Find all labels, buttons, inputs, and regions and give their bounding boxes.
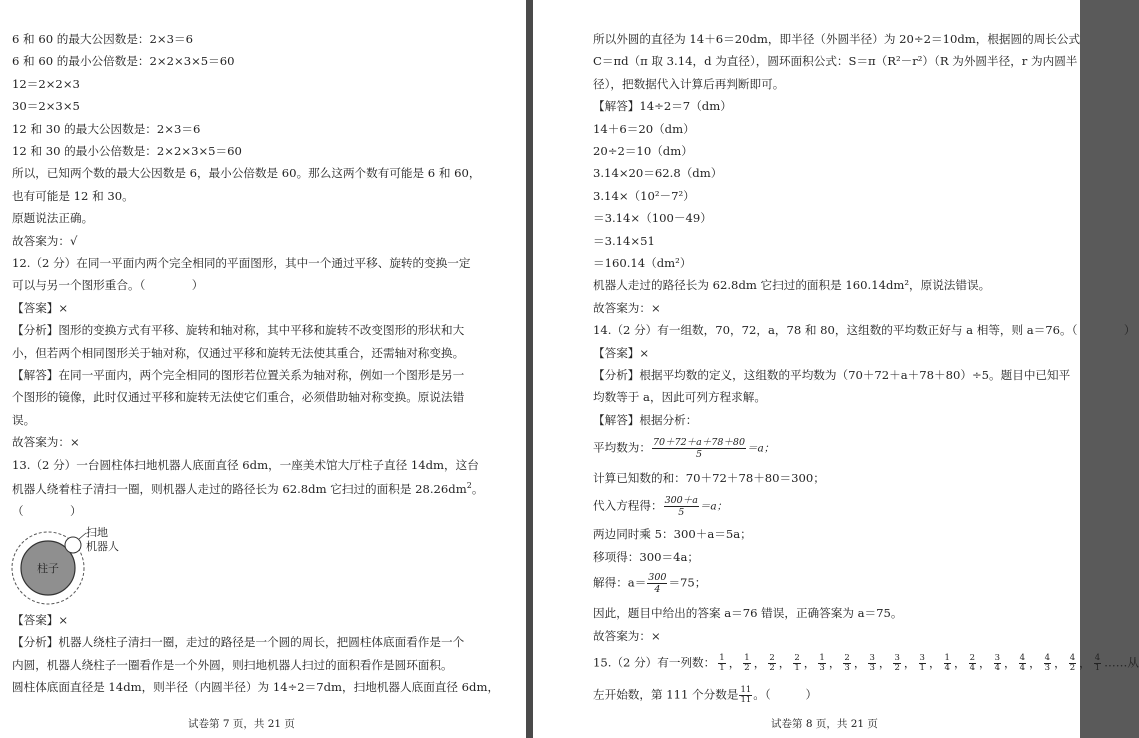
sequence-fraction: $\frac{4}{2}$ xyxy=(1069,653,1076,673)
right-text-line: 故答案为：× xyxy=(593,300,661,315)
left-text-line: 6 和 60 的最小公倍数是：2×2×3×5＝60 xyxy=(12,54,235,69)
sequence-fraction: $\frac{4}{3}$ xyxy=(1044,653,1051,673)
conclusion-line: 因此，题目中给出的答案 a＝76 错误，正确答案为 a＝75。 xyxy=(593,606,903,620)
sequence-fraction: $\frac{2}{4}$ xyxy=(969,653,975,673)
left-text-line: 可以与另一个图形重合。（ ） xyxy=(12,278,204,293)
sequence-fraction: $\frac{3}{3}$ xyxy=(869,653,875,673)
left-text-line: 30＝2×3×5 xyxy=(12,99,80,114)
sequence-fraction: $\frac{2}{2}$ xyxy=(769,653,775,673)
right-text-line: 【解答】根据分析： xyxy=(593,412,698,427)
sequence-fraction: $\frac{4}{1}$ xyxy=(1094,653,1101,673)
sequence-separator: ， xyxy=(1079,655,1091,670)
right-page xyxy=(533,0,1139,738)
right-text-line: 机器人走过的路径长为 62.8dm 它扫过的面积是 160.14dm²，原说法错误。 xyxy=(593,278,991,293)
robot-circle xyxy=(65,537,81,553)
left-text-line: 6 和 60 的最大公因数是：2×3＝6 xyxy=(12,32,193,46)
left-text-line: 故答案为：× xyxy=(12,435,80,450)
left-text-line: 原题说法正确。 xyxy=(12,211,94,226)
left-text-line: 13.（2 分）一台圆柱体扫地机器人底面直径 6dm，一座美术馆大厅柱子直径 14dm，这台 xyxy=(12,457,479,472)
right-text-line: 14.（2 分）有一组数，70，72，a，78 和 80，这组数的平均数正好与 a 相等，则 a＝76。（ ） xyxy=(593,323,1136,338)
left-text-line: 个图形的镜像，此时仅通过平移和旋转无法使它们重合，必须借助轴对称变换。原说法错 xyxy=(12,390,465,405)
left-text-line: 【分析】图形的变换方式有平移、旋转和轴对称，其中平移和旋转不改变图形的形状和大 xyxy=(12,323,465,338)
solve-fraction: $\frac{300}{4}$ xyxy=(648,572,667,595)
sequence-fraction: $\frac{4}{4}$ xyxy=(1019,653,1026,673)
sequence-separator: ， xyxy=(928,655,941,670)
page-footer-right: 试卷第 8 页，共 21 页 xyxy=(771,718,878,730)
sequence-separator: ， xyxy=(1004,655,1016,670)
left-text-line: 【答案】× xyxy=(12,300,69,315)
sequence-separator: ， xyxy=(979,655,991,670)
sequence-separator: ， xyxy=(1054,655,1066,670)
sequence-fraction: $\frac{1}{4}$ xyxy=(944,653,950,673)
left-text-line: 【解答】在同一平面内，两个完全相同的图形若位置关系为轴对称，例如一个图形是另一 xyxy=(12,368,465,382)
right-text-line: 【分析】根据平均数的定义，这组数的平均数为（70＋72＋a＋78＋80）÷5。题目中已知平 xyxy=(593,368,1071,382)
left-text-line: 所以，已知两个数的最大公因数是 6，最小公倍数是 60。那么这两个数有可能是 6 和 60， xyxy=(12,166,481,181)
robot-label-1: 扫地 xyxy=(86,526,108,539)
substitution-line: 代入方程得： $\frac{300+a}{5}$ ＝a； xyxy=(593,495,728,518)
sequence-separator: ， xyxy=(953,655,966,670)
sequence-fraction: $\frac{1}{1}$ xyxy=(719,653,725,673)
average-formula: 平均数为： $\frac{70+72+a+78+80}{5}$ ＝a； xyxy=(593,437,775,460)
q15-line-2: 左开始数，第 111 个分数是 $\frac{11}{11}$ 。（ ） xyxy=(593,685,818,705)
solve-line: 解得：a＝ $\frac{300}{4}$ ＝75； xyxy=(593,572,707,595)
sequence-separator: ， xyxy=(778,655,791,670)
sequence-separator: ， xyxy=(853,655,866,670)
q13-answer-blank: （ ） xyxy=(12,504,82,518)
page-gap xyxy=(526,0,533,738)
right-text-line: 3.14×20＝62.8（dm） xyxy=(593,166,723,181)
left-text-line: 12 和 30 的最小公倍数是：2×2×3×5＝60 xyxy=(12,144,242,158)
sequence-separator: ， xyxy=(1029,655,1041,670)
left-text-after-line: 内圆，机器人绕柱子一圈看作是一个外圆，则扫地机器人扫过的面积看作是圆环面积。 xyxy=(12,657,453,672)
left-text-line: 小，但若两个相同图形关于轴对称，仅通过平移和旋转无法使其重合，还需轴对称变换。 xyxy=(12,345,465,360)
left-text-line: 12＝2×2×3 xyxy=(12,76,80,91)
left-text-line: 也有可能是 12 和 30。 xyxy=(12,188,134,203)
right-text-line: 所以外圆的直径为 14＋6＝20dm，即半径（外圆半径）为 20÷2＝10dm，根据圆的周长公式 xyxy=(593,32,1081,46)
page-footer-left: 试卷第 7 页，共 21 页 xyxy=(188,718,295,730)
sequence-separator: ， xyxy=(728,655,741,670)
substitution-fraction: $\frac{300+a}{5}$ xyxy=(664,495,698,518)
sequence-fraction: $\frac{2}{3}$ xyxy=(844,653,850,673)
right-text-line: ＝3.14×51 xyxy=(593,233,655,248)
right-text-line: ＝160.14（dm²） xyxy=(593,256,692,270)
right-text-line: 均数等于 a，因此可列方程求解。 xyxy=(593,390,766,405)
sequence-fraction: $\frac{1}{3}$ xyxy=(819,653,825,673)
sequence-separator: ， xyxy=(828,655,841,670)
left-text-after-line: 【分析】机器人绕柱子清扫一圈，走过的路径是一个圆的周长，把圆柱体底面看作是一个 xyxy=(12,635,465,650)
multiply-line: 两边同时乘 5：300＋a＝5a； xyxy=(593,527,752,541)
left-page xyxy=(0,0,526,738)
right-text-line: 20÷2＝10（dm） xyxy=(593,144,693,158)
right-text-line: 径），把数据代入计算后再判断即可。 xyxy=(593,76,785,91)
average-fraction: $\frac{70+72+a+78+80}{5}$ xyxy=(652,437,746,460)
left-text-after-line: 【答案】× xyxy=(12,613,69,627)
sequence-separator: ， xyxy=(878,655,891,670)
sequence-fraction: $\frac{2}{1}$ xyxy=(794,653,800,673)
robot-pointer-line xyxy=(79,533,86,539)
right-text-line: C＝πd（π 取 3.14，d 为直径），圆环面积公式：S＝π（R²－r²）（R 为外圆半径，r 为内圆半 xyxy=(593,54,1078,69)
sequence-separator: ， xyxy=(803,655,816,670)
sequence-fraction: $\frac{3}{4}$ xyxy=(994,653,1001,673)
left-text-line: 12 和 30 的最大公因数是：2×3＝6 xyxy=(12,121,201,136)
pillar-label: 柱子 xyxy=(37,562,59,575)
sequence-separator: ， xyxy=(753,655,766,670)
robot-label-2: 机器人 xyxy=(86,540,119,553)
sequence-fraction: $\frac{3}{1}$ xyxy=(919,653,925,673)
left-text-after-line: 圆柱体底面直径是 14dm，则半径（内圆半径）为 14÷2＝7dm，扫地机器人底面直径 6dm， xyxy=(12,680,500,695)
move-term-line: 移项得：300＝4a； xyxy=(593,550,699,564)
left-text-line: 误。 xyxy=(12,412,36,427)
q15-answer-fraction: $\frac{11}{11}$ xyxy=(740,685,752,705)
left-text-line: 12.（2 分）在同一平面内两个完全相同的平面图形，其中一个通过平移、旋转的变换一定 xyxy=(12,256,471,270)
sequence-separator: ， xyxy=(903,655,916,670)
q13-line-2: 机器人绕着柱子清扫一圈，则机器人走过的路径长为 62.8dm 它扫过的面积是 $28.26dm^2$。 xyxy=(12,481,484,496)
right-text-line: 3.14×（10²－7²） xyxy=(593,188,695,203)
right-text-line: ＝3.14×（100－49） xyxy=(593,211,712,226)
q15-line-1: 15.（2 分）有一列数： $\frac{1}{1}$ ， $\frac{1}{2}$ ， $\frac{2}{2}$ ， $\frac{2}{1}$ ， $\frac{1}{3}$ ， $\frac{2}{3}$ ， $\frac{3}{3}$ ， $\frac{3}{2}$ ， $\frac{3}{1}$ ， $\frac{1}{4}$ ， $\frac{2}{4}$ ， $\frac{3}{4}$ ， $\frac{4}{4}$ ， $\frac{4}{3}$ ， $\frac{4}{2}$ ， $\frac{4}{1}$ ……从 xyxy=(593,653,1139,673)
sequence-fraction: $\frac{1}{2}$ xyxy=(744,653,750,673)
right-text-line: 【解答】14÷2＝7（dm） xyxy=(593,99,732,114)
sequence-fraction: $\frac{3}{2}$ xyxy=(894,653,900,673)
left-text-line: 故答案为：√ xyxy=(12,233,78,248)
final-answer-line: 故答案为：× xyxy=(593,629,661,643)
right-text-line: 14＋6＝20（dm） xyxy=(593,121,695,136)
pillar-robot-figure xyxy=(8,524,138,608)
known-sum-line: 计算已知数的和：70＋72＋78＋80＝300； xyxy=(593,471,825,485)
right-text-line: 【答案】× xyxy=(593,345,650,360)
